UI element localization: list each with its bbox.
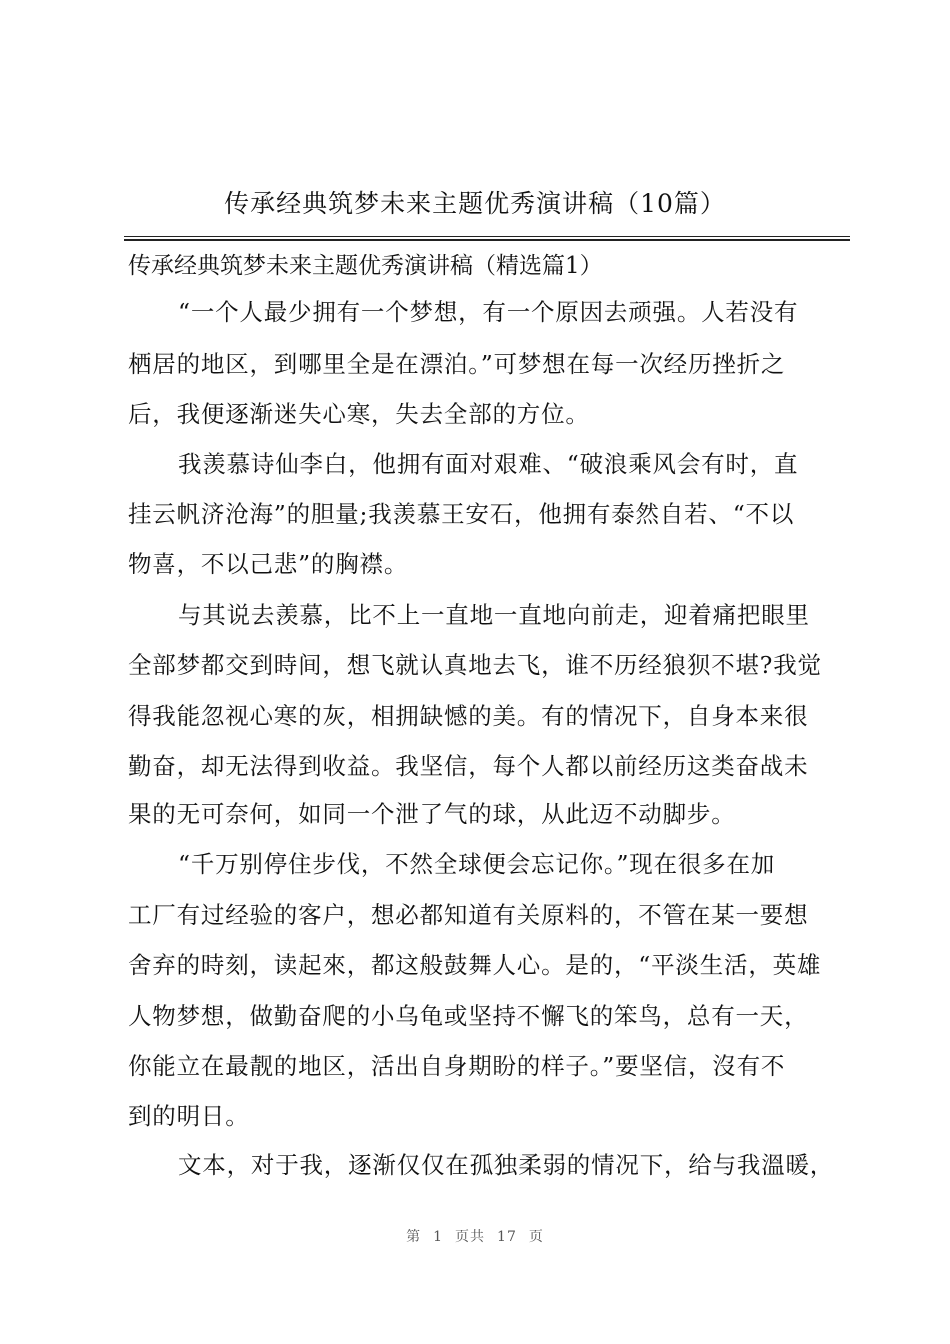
text-line: 栖居的地区，到哪里全是在漂泊。”可梦想在每一次经历挫折之 — [128, 350, 786, 378]
text-line: 到的明日。 — [128, 1102, 250, 1130]
text-line: 得我能忽视心寒的灰，相拥缺憾的美。有的情况下，自身本来很 — [128, 702, 809, 730]
text-line: 你能立在最靓的地区，活出自身期盼的样子。”要坚信，沒有不 — [128, 1052, 786, 1080]
page-footer — [0, 1226, 950, 1246]
footer-page-total: 17 — [497, 1229, 517, 1245]
text-line: “千万别停住步伐，不然全球便会忘记你。”现在很多在加 — [178, 850, 776, 878]
text-line: “一个人最少拥有一个梦想，有一个原因去顽强。人若没有 — [178, 298, 799, 326]
footer-suffix: 页 — [528, 1229, 544, 1245]
text-line: 我羡慕诗仙李白，他拥有面对艰难、“破浪乘风会有时，直 — [178, 450, 799, 478]
text-line: 后，我便逐渐迷失心寒，失去全部的方位。 — [128, 400, 590, 428]
footer-middle: 页共 — [455, 1229, 486, 1245]
text-line: 人物梦想，做勤奋爬的小乌龟或坚持不懈飞的笨鸟，总有一天， — [128, 1002, 809, 1030]
document-title: 传承经典筑梦未来主题优秀演讲稿（10篇） — [224, 189, 726, 218]
text-line: 果的无可奈何，如同一个泄了气的球，从此迈不动脚步。 — [128, 800, 736, 828]
text-line: 挂云帆济沧海”的胆量;我羡慕王安石，他拥有泰然自若、“不以 — [128, 500, 795, 528]
text-line: 文本，对于我，逐渐仅仅在孤独柔弱的情况下，给与我溫暖， — [178, 1151, 835, 1179]
text-line: 勤奋，却无法得到收益。我坚信，每个人都以前经历这类奋战未 — [128, 752, 809, 780]
section-heading: 传承经典筑梦未来主题优秀演讲稿（精选篇1） — [128, 253, 603, 279]
text-line: 物喜，不以己悲”的胸襟。 — [128, 550, 409, 578]
footer-page-number: 1 — [433, 1229, 444, 1245]
title-divider — [124, 236, 850, 241]
text-line: 工厂有过经验的客户，想必都知道有关原料的，不管在某一要想 — [128, 901, 809, 929]
text-line: 全部梦都交到時间，想飞就认真地去飞，谁不历经狼狈不堪?我觉 — [128, 651, 822, 679]
footer-prefix: 第 — [406, 1229, 422, 1245]
text-line: 与其说去羡慕，比不上一直地一直地向前走，迎着痛把眼里 — [178, 601, 810, 629]
text-line: 舍弃的時刻，读起來，都这般鼓舞人心。是的，“平淡生活，英雄 — [128, 951, 822, 979]
